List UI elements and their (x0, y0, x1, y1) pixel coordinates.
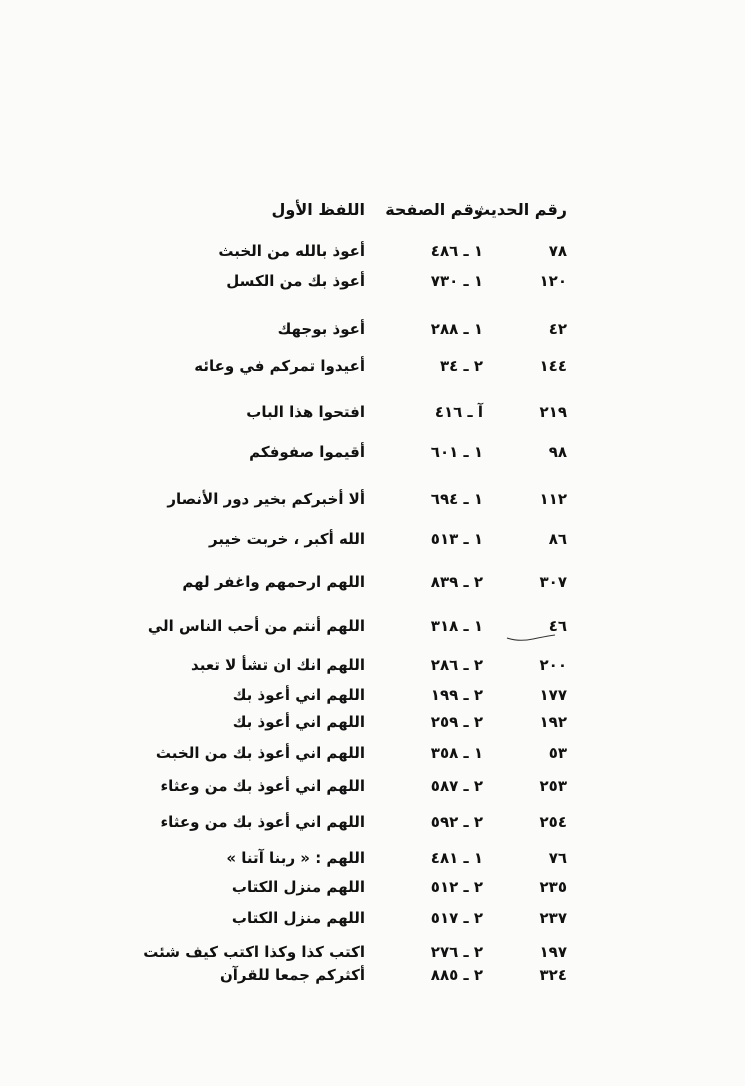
hadith-number: ٩٨ (548, 443, 567, 461)
handwritten-underline (505, 632, 557, 642)
page-reference: ١ ـ ٦٠١ (430, 443, 483, 461)
first-phrase: أقيموا صفوفكم (249, 443, 365, 461)
first-phrase: اللهم أنتم من أحب الناس الي (147, 617, 365, 635)
page-reference: آ ـ ٤١٦ (434, 403, 483, 421)
page-reference: ١ ـ ٥١٣ (430, 530, 483, 548)
header-first-phrase: اللفظ الأول (271, 200, 365, 219)
first-phrase: أعوذ بوجهك (277, 320, 365, 338)
hadith-number: ٤٦ (548, 617, 567, 635)
first-phrase: أعوذ بك من الكسل (226, 272, 365, 290)
hadith-number: ٣٠٧ (539, 573, 567, 591)
first-phrase: اللهم اني أعوذ بك من الخبث (155, 744, 365, 762)
first-phrase: اكتب كذا وكذا اكتب كيف شئت (143, 943, 365, 961)
hadith-number: ٢٣٥ (539, 878, 567, 896)
page-reference: ٢ ـ ٢٥٩ (430, 713, 483, 731)
page-reference: ٢ ـ ٢٧٦ (430, 943, 483, 961)
first-phrase: اللهم : « ربنا آتنا » (226, 849, 365, 867)
hadith-number: ٢٥٤ (539, 813, 567, 831)
first-phrase: افتحوا هذا الباب (246, 403, 365, 421)
page-reference: ٢ ـ ٥٩٢ (430, 813, 483, 831)
hadith-number: ١٧٧ (539, 686, 567, 704)
hadith-number: ٢٥٣ (539, 777, 567, 795)
hadith-number: ١٤٤ (539, 357, 567, 375)
first-phrase: اللهم ارحمهم واغفر لهم (182, 573, 365, 591)
hadith-number: ٣٢٤ (539, 966, 567, 984)
page-reference: ١ ـ ٢٨٨ (430, 320, 483, 338)
hadith-number: ٧٦ (548, 849, 567, 867)
first-phrase: اللهم اني أعوذ بك (232, 713, 365, 731)
first-phrase: اللهم انك ان تشأ لا تعبد (191, 656, 365, 674)
hadith-number: ١٩٢ (539, 713, 567, 731)
page-reference: ٢ ـ ٨٣٩ (430, 573, 483, 591)
page-reference: ٢ ـ ٣٤ (439, 357, 483, 375)
page-reference: ٢ ـ ٥٨٧ (430, 777, 483, 795)
page-reference: ٢ ـ ١٩٩ (430, 686, 483, 704)
page-reference: ١ ـ ٤٨٦ (430, 242, 483, 260)
first-phrase: اللهم اني أعوذ بك من وعثاء (160, 813, 365, 831)
first-phrase: أعوذ بالله من الخبث (218, 242, 365, 260)
first-phrase: أعيدوا تمركم في وعائه (194, 357, 365, 375)
hadith-number: ٢١٩ (539, 403, 567, 421)
first-phrase: أكثركم جمعا للقرآن (219, 966, 365, 984)
page-reference: ٢ ـ ٥١٧ (430, 909, 483, 927)
page-reference: ١ ـ ٧٣٠ (430, 272, 483, 290)
page-reference: ١ ـ ٤٨١ (430, 849, 483, 867)
page-reference: ٢ ـ ٢٨٦ (430, 656, 483, 674)
first-phrase: الله أكبر ، خربت خيبر (209, 530, 365, 548)
header-hadith-number: رقم الحديث (473, 200, 567, 219)
first-phrase: اللهم منزل الكتاب (231, 878, 365, 896)
hadith-number: ٢٣٧ (539, 909, 567, 927)
page-reference: ٢ ـ ٥١٢ (430, 878, 483, 896)
first-phrase: اللهم اني أعوذ بك من وعثاء (160, 777, 365, 795)
hadith-number: ١٢٠ (539, 272, 567, 290)
page-reference: ١ ـ ٦٩٤ (430, 490, 483, 508)
hadith-number: ٨٦ (548, 530, 567, 548)
first-phrase: اللهم منزل الكتاب (231, 909, 365, 927)
page-reference: ٢ ـ ٨٨٥ (430, 966, 483, 984)
page-reference: ١ ـ ٣٥٨ (430, 744, 483, 762)
hadith-number: ١١٢ (539, 490, 567, 508)
page-reference: ١ ـ ٣١٨ (430, 617, 483, 635)
hadith-number: ١٩٧ (539, 943, 567, 961)
hadith-number: ٢٠٠ (539, 656, 567, 674)
hadith-number: ٥٣ (548, 744, 567, 762)
header-page-number: رقم الصفحة (385, 200, 483, 219)
hadith-number: ٧٨ (548, 242, 567, 260)
first-phrase: اللهم اني أعوذ بك (232, 686, 365, 704)
first-phrase: ألا أخبركم بخير دور الأنصار (167, 490, 365, 508)
hadith-number: ٤٢ (548, 320, 567, 338)
